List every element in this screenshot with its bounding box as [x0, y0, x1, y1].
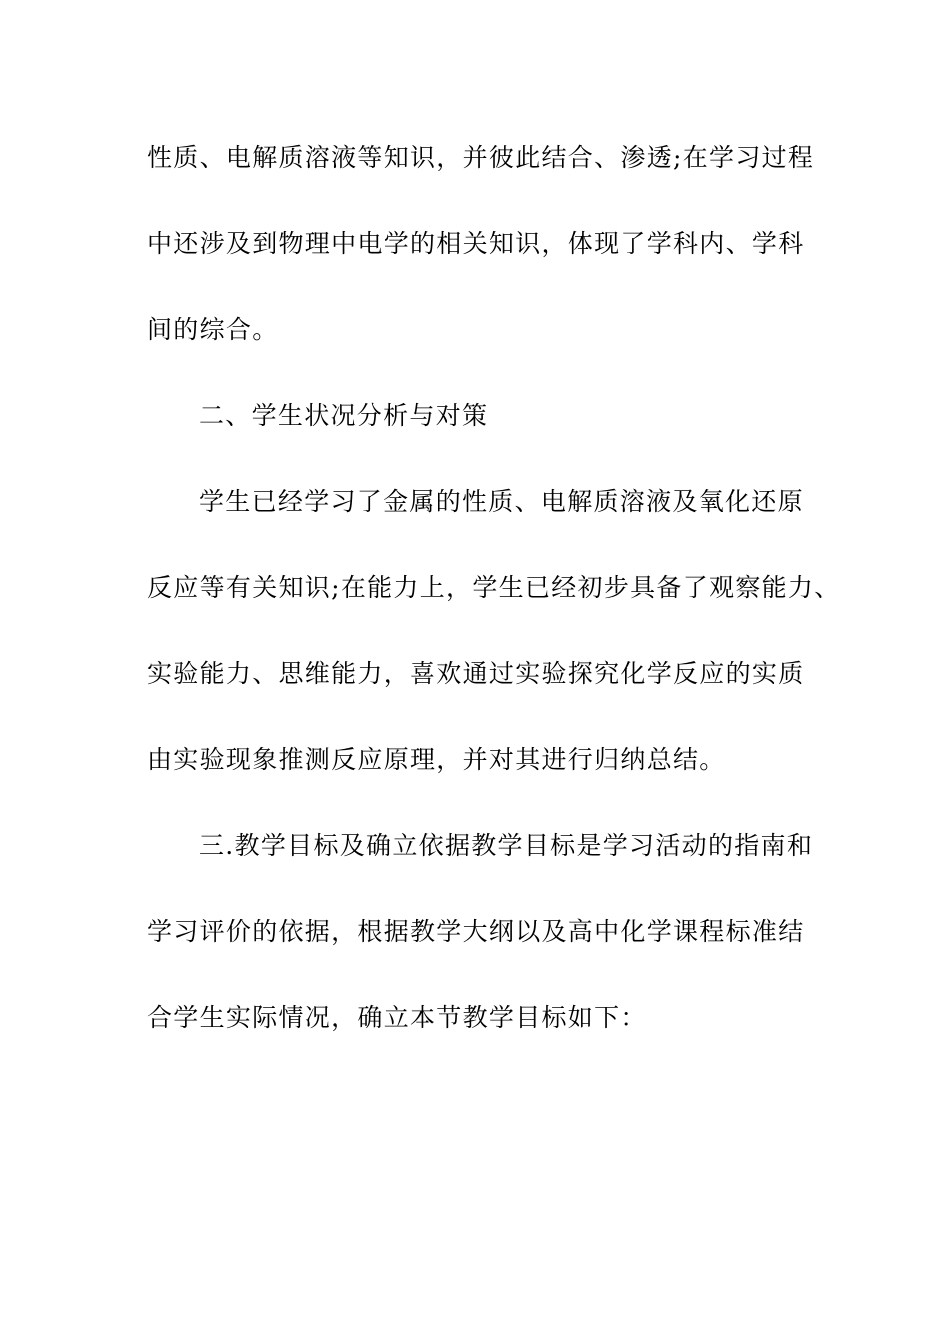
paragraph-line: 实验能力、思维能力，喜欢通过实验探究化学反应的实质 [147, 659, 805, 688]
paragraph-line: 反应等有关知识;在能力上，学生已经初步具备了观察能力、 [147, 573, 841, 602]
paragraph-line: 间的综合。 [147, 315, 279, 344]
section-heading: 三.教学目标及确立依据教学目标是学习活动的指南和 [199, 831, 814, 860]
paragraph-line: 学生已经学习了金属的性质、电解质溶液及氧化还原 [199, 487, 804, 516]
paragraph-line: 性质、电解质溶液等知识，并彼此结合、渗透;在学习过程 [147, 143, 815, 172]
paragraph-line: 学习评价的依据，根据教学大纲以及高中化学课程标准结 [147, 917, 805, 946]
paragraph-line: 由实验现象推测反应原理，并对其进行归纳总结。 [147, 745, 726, 774]
section-heading: 二、学生状况分析与对策 [199, 401, 489, 430]
paragraph-line: 中还涉及到物理中电学的相关知识，体现了学科内、学科 [147, 229, 805, 258]
paragraph-line: 合学生实际情况，确立本节教学目标如下： [147, 1003, 647, 1032]
